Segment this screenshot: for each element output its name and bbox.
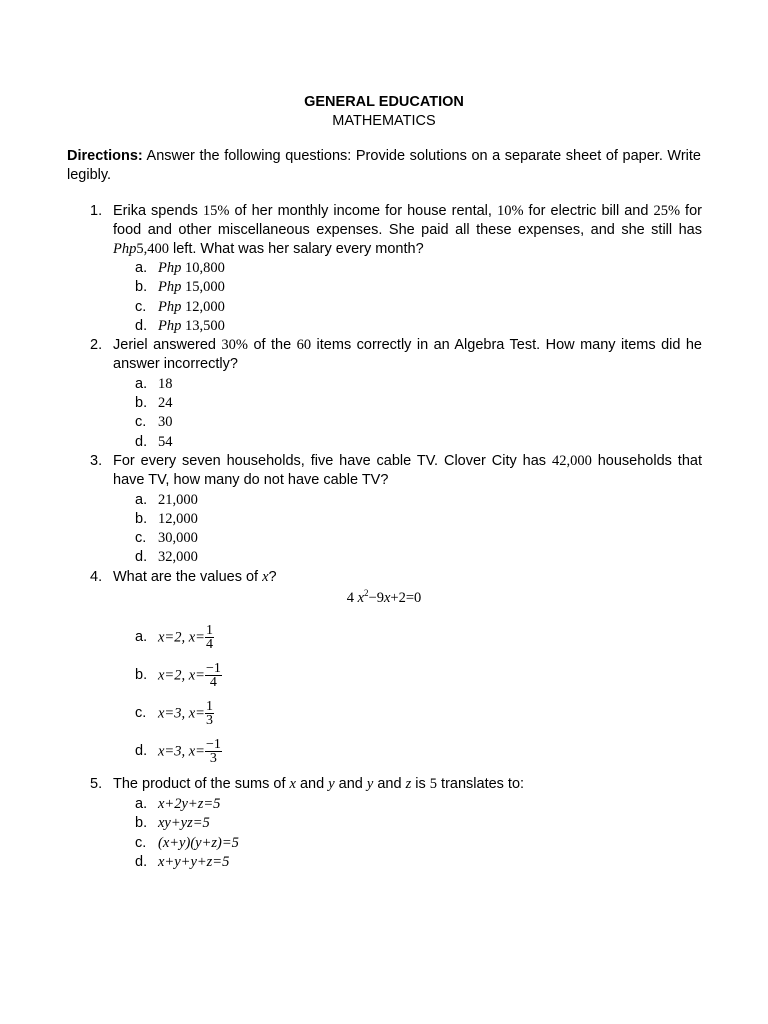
math-run: z [405,776,412,792]
option-letter: d. [135,434,148,450]
question-text [113,336,702,374]
option-letter: a. [135,376,148,392]
option-letter: b. [135,395,148,411]
math-run: x [289,776,296,792]
option-value: 30,000 [158,530,198,546]
option-letter: b. [135,815,148,831]
math-run: 10% [496,203,524,219]
text-run: Erika spends [113,203,203,219]
currency: Php [158,260,182,276]
text-run: households that have TV, how many do not have cable TV? [113,453,702,488]
question-number: 5. [90,776,103,792]
option-letter: c. [135,299,147,315]
numerator: −1 [205,661,221,676]
question-text [113,568,702,587]
option-value: xy+yz=5 [158,815,210,831]
question-3 [90,452,702,490]
option-letter: b. [135,511,148,527]
option-letter: d. [135,549,148,565]
page-subtitle: MATHEMATICS [332,113,436,129]
option-letter: c. [135,414,147,430]
text-run: and [373,776,406,792]
question-5 [90,775,702,794]
question-text [113,775,702,794]
option [135,278,225,297]
math-run: x [262,569,269,585]
option [135,491,198,510]
option [135,814,210,833]
directions-label: Directions: [67,148,143,164]
option-value: x=2, x= [158,667,205,684]
option [135,795,220,814]
equation [0,588,768,607]
eq-term: x [357,589,365,606]
fraction [205,700,214,727]
option-value: 12,000 [158,511,198,527]
denominator: 3 [205,713,213,728]
text-run: For every seven households, five have cable TV. Clover City has [113,453,552,469]
option [135,662,222,689]
question-number: 4. [90,569,103,585]
eq-term: −9 [368,589,384,606]
eq-term: +2=0 [390,589,422,606]
option [135,433,173,452]
denominator: 4 [209,675,217,690]
option [135,529,198,548]
option [135,259,225,278]
option-value: 32,000 [158,549,198,565]
eq-term: 4 [346,589,354,606]
eq-exponent: 2 [364,588,369,598]
question-number: 1. [90,203,103,219]
option [135,834,239,853]
math-run: Php [113,241,137,257]
option [135,413,173,432]
option-letter: d. [135,318,148,334]
option [135,624,214,651]
option-letter: c. [135,530,147,546]
option-value: 10,800 [184,260,225,276]
option-letter: c. [135,705,147,722]
text-run: translates to: [437,776,525,792]
text-run: of her monthly income for house rental, [229,203,497,219]
option-value: 15,000 [184,279,225,295]
text-run: for food and other miscellaneous expenses. She paid all these expenses, and she still has [113,203,702,238]
option-value: x=3, x= [158,743,205,760]
text-run: for electric bill and [523,203,654,219]
option [135,853,229,872]
math-run: 15% [202,203,230,219]
math-run: 5,400 [136,241,169,257]
text-run: The product of the sums of [113,776,290,792]
text-run: left. What was her salary every month? [168,241,424,257]
text-run: and [334,776,367,792]
option-value: x+y+y+z=5 [158,854,230,870]
page-title: GENERAL EDUCATION [304,94,464,110]
option-letter: b. [135,279,148,295]
numerator: 1 [205,623,213,638]
math-run: 42,000 [551,453,592,469]
option-value: 21,000 [158,492,198,508]
option-value: 54 [158,434,173,450]
question-number: 2. [90,337,103,353]
option-letter: b. [135,667,148,684]
question-1 [90,202,702,259]
currency: Php [158,318,182,334]
text-run: items correctly in an Algebra Test. How many items did he answer incorrectly? [113,337,702,372]
option-value: x+2y+z=5 [158,796,221,812]
option-value: (x+y)(y+z)=5 [158,835,239,851]
text-run: and [295,776,329,792]
numerator: 1 [205,699,213,714]
math-run: 5 [429,776,438,792]
numerator: −1 [205,737,221,752]
option [135,375,173,394]
option-letter: a. [135,629,148,646]
math-run: 25% [653,203,681,219]
math-run: y [366,776,374,792]
option-letter: a. [135,492,148,508]
option-letter: d. [135,854,148,870]
math-run: 60 [296,337,312,353]
option-letter: a. [135,260,148,276]
question-2 [90,336,702,374]
fraction [205,624,214,651]
question-number: 3. [90,453,103,469]
eq-term: x [383,589,391,606]
option [135,317,225,336]
option-value: x=2, x= [158,629,205,646]
question-4 [90,568,702,587]
option [135,394,173,413]
question-text [113,452,702,490]
text-run: ? [268,569,277,585]
option-value: 13,500 [184,318,225,334]
option [135,700,214,727]
text-run: of the [248,337,297,353]
fraction [205,662,222,689]
fraction [205,738,222,765]
denominator: 4 [205,637,213,652]
option-value: 30 [158,414,173,430]
math-run: y [328,776,335,792]
denominator: 3 [209,751,217,766]
currency: Php [158,299,182,315]
question-text [113,202,702,259]
option-letter: a. [135,796,148,812]
option-value: 18 [158,376,173,392]
option [135,298,225,317]
math-run: 30% [221,337,249,353]
option-value: 12,000 [184,299,225,315]
option-value: x=3, x= [158,705,205,722]
text-run: Jeriel answered [113,337,222,353]
option-value: 24 [158,395,173,411]
option-letter: d. [135,743,148,760]
directions [67,147,701,185]
text-run: What are the values of [113,569,263,585]
currency: Php [158,279,182,295]
option-letter: c. [135,835,147,851]
directions-text: Answer the following questions: Provide solutions on a separate sheet of paper. Write legibly. [67,148,701,183]
option [135,510,198,529]
option [135,548,198,567]
option [135,738,222,765]
text-run: is [411,776,430,792]
